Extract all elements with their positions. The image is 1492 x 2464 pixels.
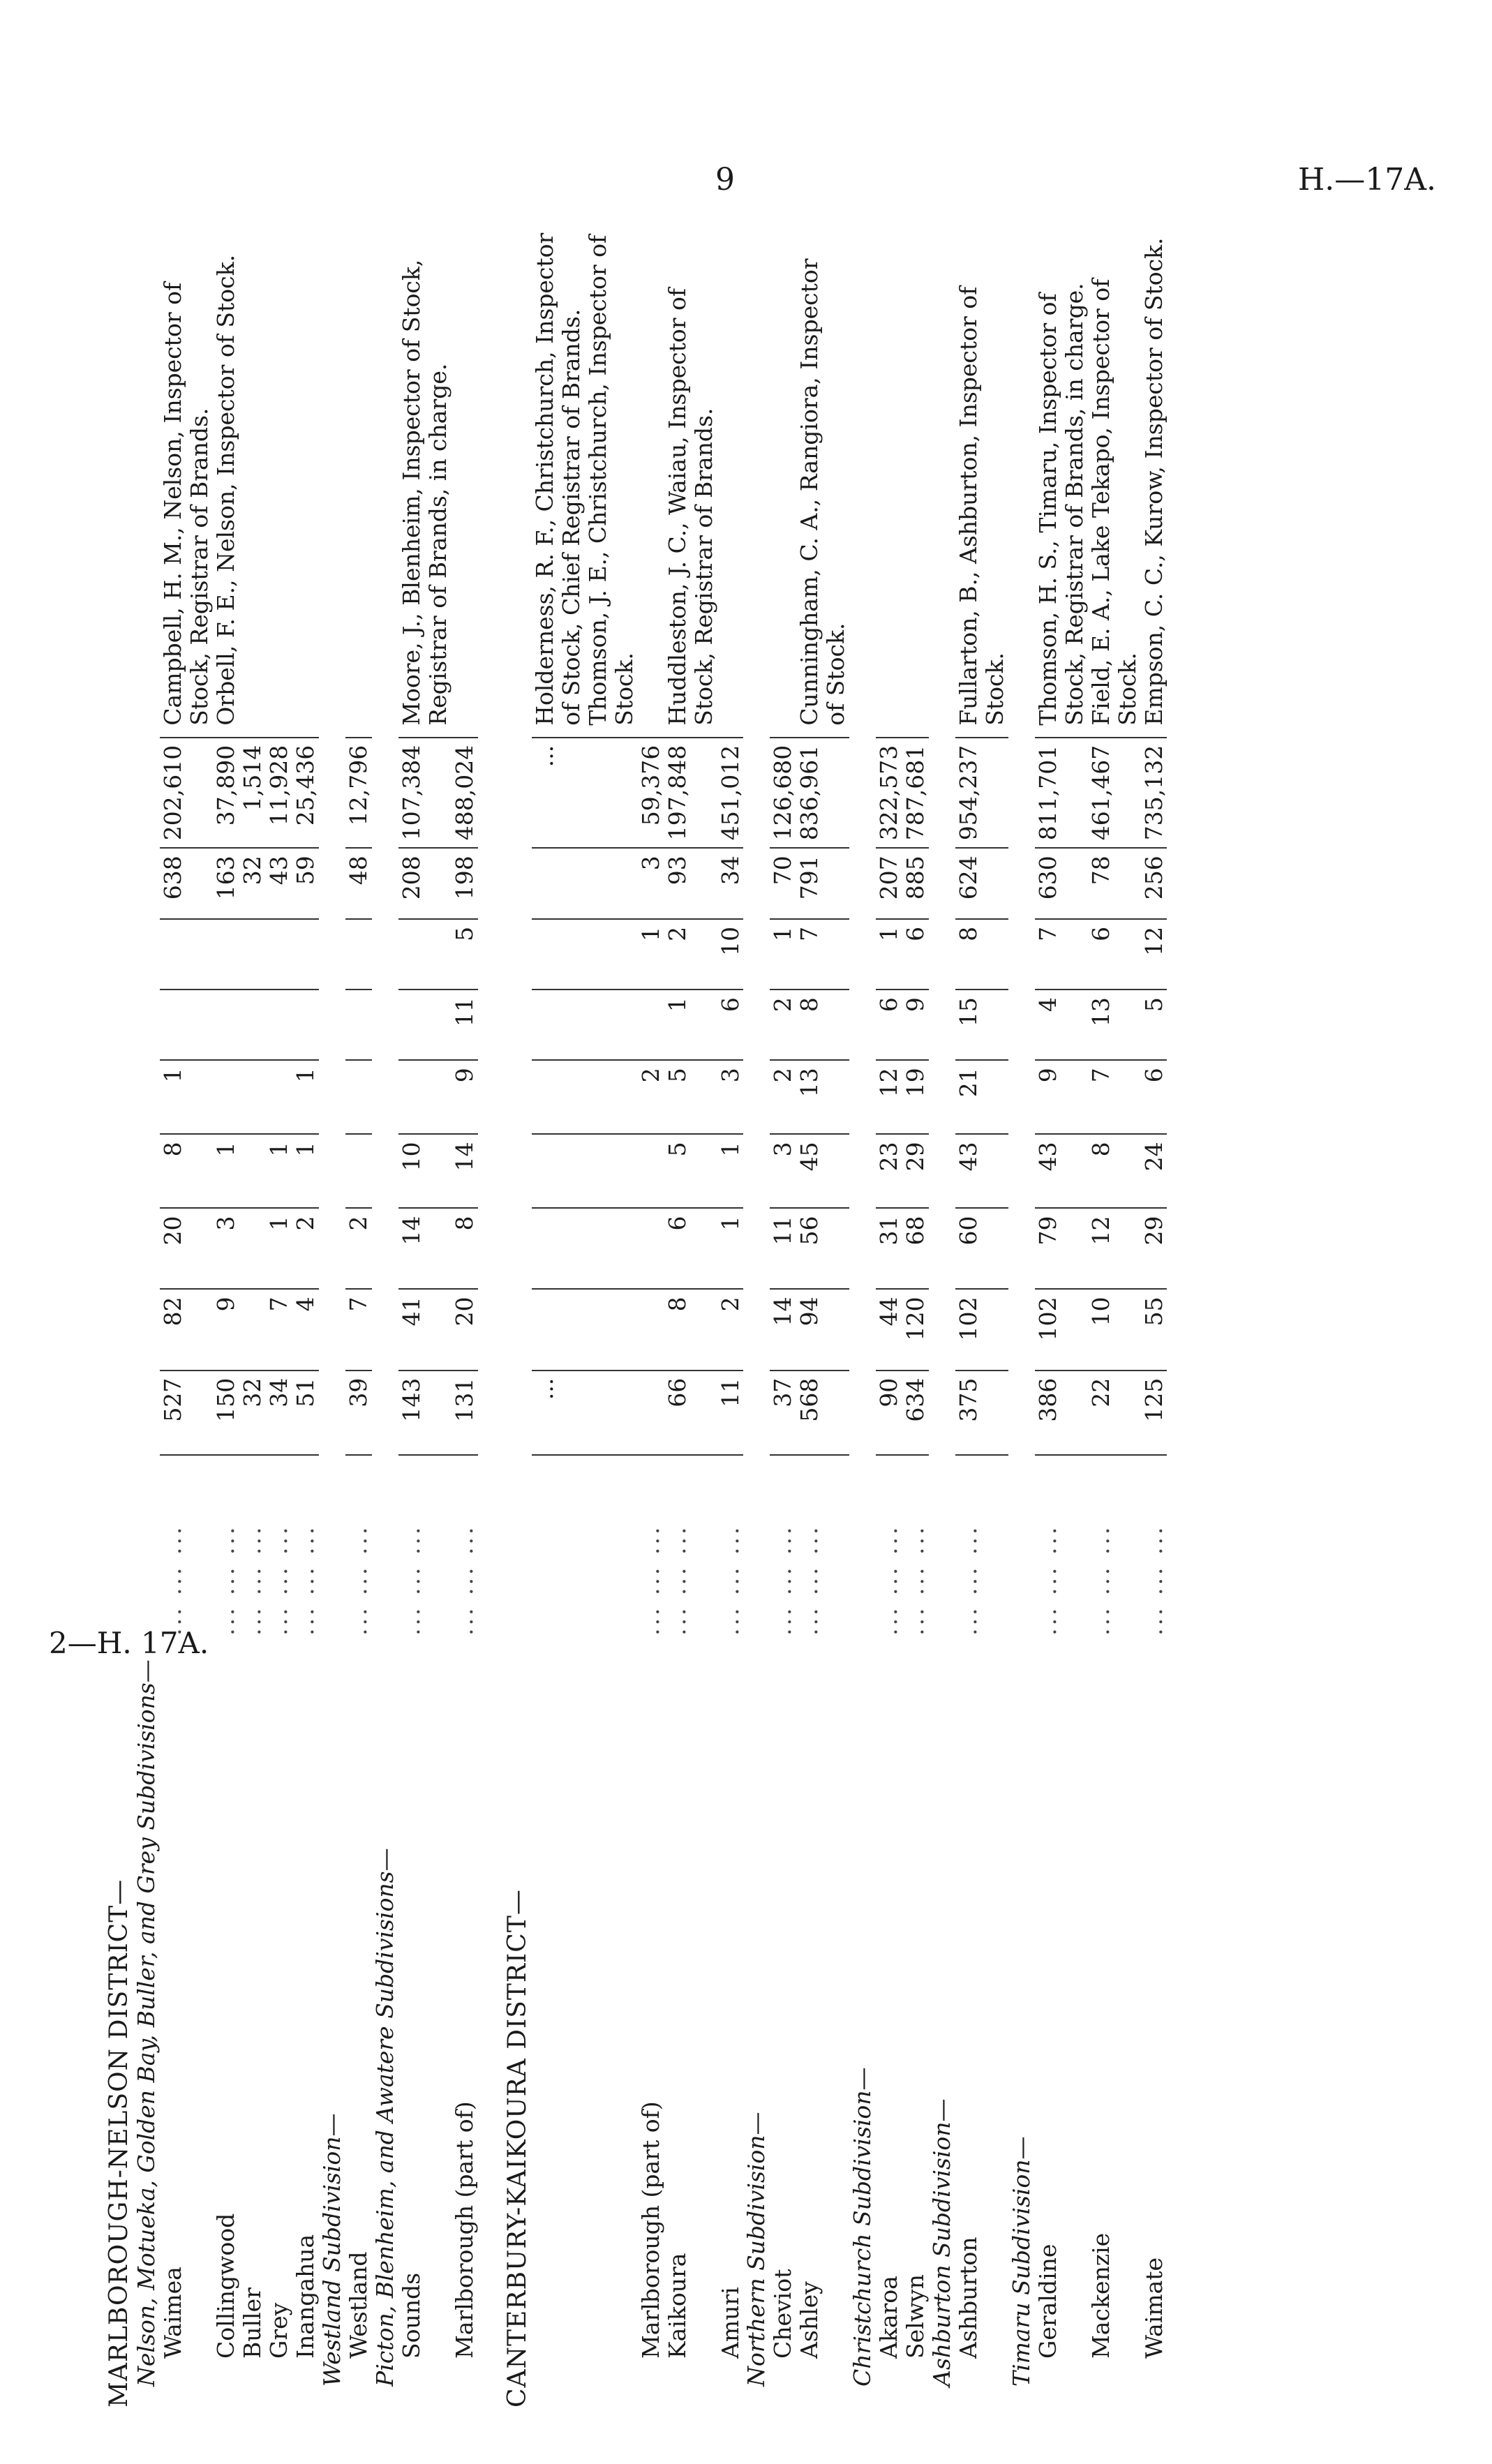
leader-dots: ... ... ...	[902, 1524, 930, 1636]
leader-dots: ... ... ...	[265, 1524, 293, 1636]
inspector-cell	[717, 223, 744, 738]
stock-returns-table	[105, 223, 1167, 2414]
value-cell: 527	[160, 1371, 213, 1455]
value-cell: 14	[398, 1208, 452, 1289]
value-cell: 11	[717, 1371, 744, 1455]
value-cell: 78	[1088, 848, 1141, 919]
value-cell: 8	[796, 990, 849, 1060]
table-row	[292, 223, 319, 2414]
value-cell: 735,132	[1141, 738, 1168, 848]
value-cell: 32	[239, 1371, 266, 1455]
value-cell: 9	[1035, 1060, 1088, 1134]
county-name: Kaikoura	[663, 2253, 691, 2359]
inspector-cell: Fullarton, B., Ashburton, Inspector of Stock.	[955, 223, 1008, 738]
value-cell	[292, 990, 319, 1060]
table-row	[1141, 223, 1168, 2414]
value-cell	[239, 1289, 266, 1370]
inspector-cell: Empson, C. C., Kurow, Inspector of Stock.	[1141, 223, 1168, 738]
value-cell: 125	[1141, 1371, 1168, 1455]
value-cell: 9	[213, 1289, 239, 1370]
value-cell	[638, 1208, 664, 1289]
value-cell: ...	[532, 738, 638, 848]
value-cell	[239, 1208, 266, 1289]
value-cell: 23	[876, 1134, 902, 1208]
subdivision-heading: Westland Subdivision—	[318, 2113, 345, 2387]
value-cell: 375	[955, 1371, 1008, 1455]
value-cell: 102	[955, 1289, 1008, 1370]
value-cell: 43	[266, 848, 292, 919]
value-cell	[398, 919, 452, 990]
value-cell	[532, 848, 638, 919]
value-cell: 12	[876, 1060, 902, 1134]
value-cell	[532, 990, 638, 1060]
value-cell: 126,680	[770, 738, 796, 848]
district-heading-row	[105, 223, 133, 2414]
subdivision-heading-row	[372, 223, 398, 2414]
value-cell: 120	[902, 1289, 929, 1370]
inspector-cell: Cunningham, C. A., Rangiora, Inspector of Stock.	[796, 223, 849, 738]
value-cell: 43	[1035, 1134, 1088, 1208]
table-row	[770, 223, 796, 2414]
value-cell: 207	[876, 848, 902, 919]
value-cell: 1	[292, 1060, 319, 1134]
value-cell: 163	[213, 848, 239, 919]
county-name: Cheviot	[769, 2269, 797, 2359]
value-cell: 55	[1141, 1289, 1168, 1370]
value-cell: ...	[532, 1371, 638, 1455]
subdivision-heading-row	[743, 223, 770, 2414]
leader-dots: ... ... ...	[636, 1524, 664, 1636]
value-cell: 12,796	[345, 738, 372, 848]
subdivision-heading: Picton, Blenheim, and Awatere Subdivisions—	[371, 1848, 398, 2387]
value-cell: 198	[452, 848, 478, 919]
value-cell	[532, 919, 638, 990]
value-cell: 29	[902, 1134, 929, 1208]
value-cell: 59,376	[638, 738, 664, 848]
value-cell: 25,436	[292, 738, 319, 848]
value-cell: 8	[955, 919, 1008, 990]
value-cell: 1	[160, 1060, 213, 1134]
county-name: Ashburton	[954, 2237, 982, 2359]
value-cell: 7	[266, 1289, 292, 1370]
subdivision-heading-row	[849, 223, 876, 2414]
leader-dots: ... ... ...	[159, 1524, 187, 1636]
value-cell: 9	[902, 990, 929, 1060]
inspector-cell: Huddleston, J. C., Waiau, Inspector of Stock, Registrar of Brands.	[664, 223, 717, 738]
value-cell: 8	[452, 1208, 478, 1289]
value-cell: 885	[902, 848, 929, 919]
value-cell: 451,012	[717, 738, 744, 848]
county-name: Buller	[239, 2287, 267, 2359]
value-cell: 568	[796, 1371, 849, 1455]
value-cell: 630	[1035, 848, 1088, 919]
value-cell	[292, 919, 319, 990]
value-cell: 5	[664, 1134, 717, 1208]
value-cell: 43	[955, 1134, 1008, 1208]
table-row	[160, 223, 213, 2414]
value-cell	[239, 990, 266, 1060]
value-cell: 12	[1088, 1208, 1141, 1289]
value-cell: 3	[638, 848, 664, 919]
value-cell: 791	[796, 848, 849, 919]
value-cell: 386	[1035, 1371, 1088, 1455]
inspector-cell	[638, 223, 664, 738]
value-cell	[532, 1208, 638, 1289]
value-cell: 638	[160, 848, 213, 919]
table-row	[345, 223, 372, 2414]
inspector-cell	[770, 223, 796, 738]
table-row	[452, 223, 478, 2414]
value-cell: 59	[292, 848, 319, 919]
value-cell: 787,681	[902, 738, 929, 848]
value-cell: 8	[160, 1134, 213, 1208]
value-cell	[213, 990, 239, 1060]
value-cell	[239, 919, 266, 990]
value-cell: 82	[160, 1289, 213, 1370]
value-cell: 7	[345, 1289, 372, 1370]
value-cell: 2	[345, 1208, 372, 1289]
value-cell	[398, 1060, 452, 1134]
county-name: Ashley	[796, 2281, 823, 2359]
value-cell: 1	[213, 1134, 239, 1208]
value-cell: 13	[796, 1060, 849, 1134]
value-cell	[239, 1060, 266, 1134]
inspector-cell	[345, 223, 372, 738]
value-cell	[532, 1134, 638, 1208]
value-cell: 5	[1141, 990, 1168, 1060]
value-cell: 634	[902, 1371, 929, 1455]
value-cell: 94	[796, 1289, 849, 1370]
value-cell: 60	[955, 1208, 1008, 1289]
value-cell	[398, 990, 452, 1060]
table-row	[876, 223, 902, 2414]
leader-dots: ... ... ...	[954, 1524, 982, 1636]
inspector-cell: Thomson, H. S., Timaru, Inspector of Stock, Registrar of Brands, in charge.	[1035, 223, 1088, 738]
value-cell: 21	[955, 1060, 1008, 1134]
subdivision-heading: Ashburton Subdivision—	[928, 2098, 956, 2387]
value-cell: 8	[1088, 1134, 1141, 1208]
table-row	[796, 223, 849, 2414]
table-row	[1035, 223, 1088, 2414]
subdivision-heading: Christchurch Subdivision—	[849, 2067, 876, 2387]
value-cell: 6	[664, 1208, 717, 1289]
value-cell: 488,024	[452, 738, 478, 848]
county-name: Waimate	[1140, 2257, 1168, 2359]
value-cell: 10	[398, 1134, 452, 1208]
leader-dots: ... ... ...	[292, 1524, 320, 1636]
county-name: Marlborough (part of)	[450, 2101, 478, 2359]
value-cell: 51	[292, 1371, 319, 1455]
district-heading-row	[503, 223, 532, 2414]
table-row	[955, 223, 1008, 2414]
county-name: Grey	[265, 2302, 293, 2359]
value-cell: 6	[1088, 919, 1141, 990]
value-cell: 7	[1088, 1060, 1141, 1134]
county-name: Sounds	[397, 2272, 425, 2359]
county-name: Selwyn	[902, 2274, 930, 2359]
value-cell	[266, 919, 292, 990]
value-cell: 31	[876, 1208, 902, 1289]
value-cell: 2	[717, 1289, 744, 1370]
value-cell	[213, 919, 239, 990]
value-cell	[345, 1060, 372, 1134]
value-cell: 15	[955, 990, 1008, 1060]
page-number: 9	[715, 162, 735, 197]
value-cell: 93	[664, 848, 717, 919]
value-cell: 11	[770, 1208, 796, 1289]
subdivision-heading: Nelson, Motueka, Golden Bay, Buller, and Grey Subdivisions—	[133, 1659, 161, 2387]
leader-dots: ... ... ...	[1140, 1524, 1168, 1636]
value-cell	[345, 919, 372, 990]
county-name: Mackenzie	[1087, 2232, 1114, 2359]
value-cell: 56	[796, 1208, 849, 1289]
subdivision-heading-row	[929, 223, 955, 2414]
inspector-cell: Orbell, F. E., Nelson, Inspector of Stock.	[213, 223, 239, 738]
inspector-cell	[239, 223, 266, 738]
value-cell: 34	[717, 848, 744, 919]
value-cell: 1	[876, 919, 902, 990]
table-row	[717, 223, 744, 2414]
value-cell	[160, 919, 213, 990]
value-cell	[638, 1371, 664, 1455]
table-row	[266, 223, 292, 2414]
value-cell: 208	[398, 848, 452, 919]
value-cell: 12	[1141, 919, 1168, 990]
value-cell: 22	[1088, 1371, 1141, 1455]
value-cell: 4	[1035, 990, 1088, 1060]
value-cell: 13	[1088, 990, 1141, 1060]
value-cell: 11	[452, 990, 478, 1060]
leader-dots: ... ... ...	[796, 1524, 823, 1636]
value-cell: 66	[664, 1371, 717, 1455]
value-cell: 954,237	[955, 738, 1008, 848]
value-cell: 6	[876, 990, 902, 1060]
leader-dots: ... ... ...	[1034, 1524, 1061, 1636]
inspector-cell	[292, 223, 319, 738]
leader-dots: ... ... ...	[875, 1524, 903, 1636]
leader-dots: ... ... ...	[716, 1524, 744, 1636]
value-cell: 7	[796, 919, 849, 990]
value-cell: 10	[717, 919, 744, 990]
value-cell: 461,467	[1088, 738, 1141, 848]
value-cell: 1	[638, 919, 664, 990]
value-cell	[532, 1060, 638, 1134]
value-cell: 3	[770, 1134, 796, 1208]
value-cell: 7	[1035, 919, 1088, 990]
leader-dots	[532, 1455, 638, 1643]
leader-dots: ... ... ...	[212, 1524, 240, 1636]
value-cell: 811,701	[1035, 738, 1088, 848]
county-name: Collingwood	[212, 2213, 240, 2359]
spacer-row	[478, 223, 503, 2414]
district-heading: MARLBOROUGH-NELSON DISTRICT—	[105, 1879, 133, 2407]
value-cell: 6	[1141, 1060, 1168, 1134]
value-cell: 1	[717, 1208, 744, 1289]
value-cell	[266, 1060, 292, 1134]
value-cell: 202,610	[160, 738, 213, 848]
value-cell: 6	[717, 990, 744, 1060]
leader-dots: ... ... ...	[344, 1524, 372, 1636]
value-cell: 34	[266, 1371, 292, 1455]
value-cell: 24	[1141, 1134, 1168, 1208]
inspector-cell	[452, 223, 478, 738]
value-cell: 79	[1035, 1208, 1088, 1289]
value-cell: 37	[770, 1371, 796, 1455]
table-body	[105, 223, 1167, 2414]
subdivision-heading: Northern Subdivision—	[743, 2112, 770, 2387]
value-cell: 624	[955, 848, 1008, 919]
subdivision-heading-row	[133, 223, 160, 2414]
leader-dots: ... ... ...	[1087, 1524, 1114, 1636]
value-cell: 1	[664, 990, 717, 1060]
value-cell	[160, 990, 213, 1060]
value-cell: 1	[266, 1134, 292, 1208]
inspector-cell	[902, 223, 929, 738]
rotated-table-container	[105, 223, 1326, 2414]
value-cell: 1,514	[239, 738, 266, 848]
table-row	[398, 223, 452, 2414]
value-cell: 5	[452, 919, 478, 990]
value-cell: 256	[1141, 848, 1168, 919]
subdivision-heading-row	[1008, 223, 1035, 2414]
value-cell: 1	[770, 919, 796, 990]
value-cell: 102	[1035, 1289, 1088, 1370]
value-cell	[266, 990, 292, 1060]
leader-dots: ... ... ...	[239, 1524, 267, 1636]
value-cell: 41	[398, 1289, 452, 1370]
county-name: Geraldine	[1034, 2243, 1061, 2359]
value-cell: 143	[398, 1371, 452, 1455]
value-cell: 2	[770, 990, 796, 1060]
inspector-cell: Field, E. A., Lake Tekapo, Inspector of Stock.	[1088, 223, 1141, 738]
value-cell: 20	[452, 1289, 478, 1370]
value-cell: 14	[452, 1134, 478, 1208]
value-cell	[239, 1134, 266, 1208]
value-cell: 6	[902, 919, 929, 990]
value-cell: 836,961	[796, 738, 849, 848]
leader-dots: ... ... ...	[397, 1524, 425, 1636]
value-cell: 131	[452, 1371, 478, 1455]
value-cell	[638, 1289, 664, 1370]
value-cell: 2	[638, 1060, 664, 1134]
county-name: Inangahua	[292, 2234, 320, 2359]
subdivision-heading: Timaru Subdivision—	[1007, 2136, 1035, 2387]
inspector-cell	[876, 223, 902, 738]
inspector-cell: Moore, J., Blenheim, Inspector of Stock, Registrar of Brands, in charge.	[398, 223, 452, 738]
subdivision-heading-row	[319, 223, 345, 2414]
value-cell: 32	[239, 848, 266, 919]
value-cell: 1	[266, 1208, 292, 1289]
value-cell: 20	[160, 1208, 213, 1289]
county-name: Westland	[344, 2251, 372, 2359]
spacer-cell	[478, 223, 503, 2414]
value-cell: 44	[876, 1289, 902, 1370]
county-name: Waimea	[159, 2267, 187, 2359]
value-cell: 37,890	[213, 738, 239, 848]
value-cell: 2	[770, 1060, 796, 1134]
value-cell: 11,928	[266, 738, 292, 848]
value-cell: 48	[345, 848, 372, 919]
sheet-signature: 2—H. 17A.	[49, 1626, 209, 1660]
value-cell: 2	[292, 1208, 319, 1289]
value-cell: 9	[452, 1060, 478, 1134]
value-cell: 2	[664, 919, 717, 990]
leader-dots: ... ... ...	[663, 1524, 691, 1636]
inspector-cell: Campbell, H. M., Nelson, Inspector of Stock, Registrar of Brands.	[160, 223, 213, 738]
value-cell: 1	[292, 1134, 319, 1208]
page-reference: H.—17A.	[1297, 162, 1436, 197]
value-cell: 68	[902, 1208, 929, 1289]
value-cell	[638, 990, 664, 1060]
inspector-cell	[266, 223, 292, 738]
table-row	[902, 223, 929, 2414]
value-cell	[532, 1289, 638, 1370]
district-heading: CANTERBURY-KAIKOURA DISTRICT—	[502, 1889, 532, 2407]
county-name	[532, 1643, 638, 2414]
table-row	[213, 223, 239, 2414]
value-cell	[213, 1060, 239, 1134]
table-row	[532, 223, 638, 2414]
value-cell: 5	[664, 1060, 717, 1134]
value-cell: 197,848	[664, 738, 717, 848]
value-cell: 4	[292, 1289, 319, 1370]
table-row	[1088, 223, 1141, 2414]
value-cell: 70	[770, 848, 796, 919]
leader-dots: ... ... ...	[450, 1524, 478, 1636]
value-cell: 3	[213, 1208, 239, 1289]
table-row	[638, 223, 664, 2414]
value-cell: 29	[1141, 1208, 1168, 1289]
value-cell: 14	[770, 1289, 796, 1370]
value-cell: 322,573	[876, 738, 902, 848]
value-cell: 3	[717, 1060, 744, 1134]
value-cell: 10	[1088, 1289, 1141, 1370]
value-cell: 90	[876, 1371, 902, 1455]
county-name: Akaroa	[875, 2276, 903, 2359]
value-cell	[345, 990, 372, 1060]
value-cell: 1	[717, 1134, 744, 1208]
leader-dots: ... ... ...	[769, 1524, 797, 1636]
value-cell: 19	[902, 1060, 929, 1134]
county-name: Amuri	[716, 2287, 744, 2359]
value-cell: 150	[213, 1371, 239, 1455]
value-cell	[345, 1134, 372, 1208]
value-cell: 39	[345, 1371, 372, 1455]
table-row	[239, 223, 266, 2414]
value-cell: 8	[664, 1289, 717, 1370]
inspector-cell: Holderness, R. F., Christchurch, Inspector of Stock, Chief Registrar of Brands. Thomson, J. E., Christchurch, Inspector of Stock.	[532, 223, 638, 738]
value-cell	[638, 1134, 664, 1208]
table-row	[664, 223, 717, 2414]
county-name: Marlborough (part of)	[636, 2101, 664, 2359]
value-cell: 45	[796, 1134, 849, 1208]
value-cell: 107,384	[398, 738, 452, 848]
